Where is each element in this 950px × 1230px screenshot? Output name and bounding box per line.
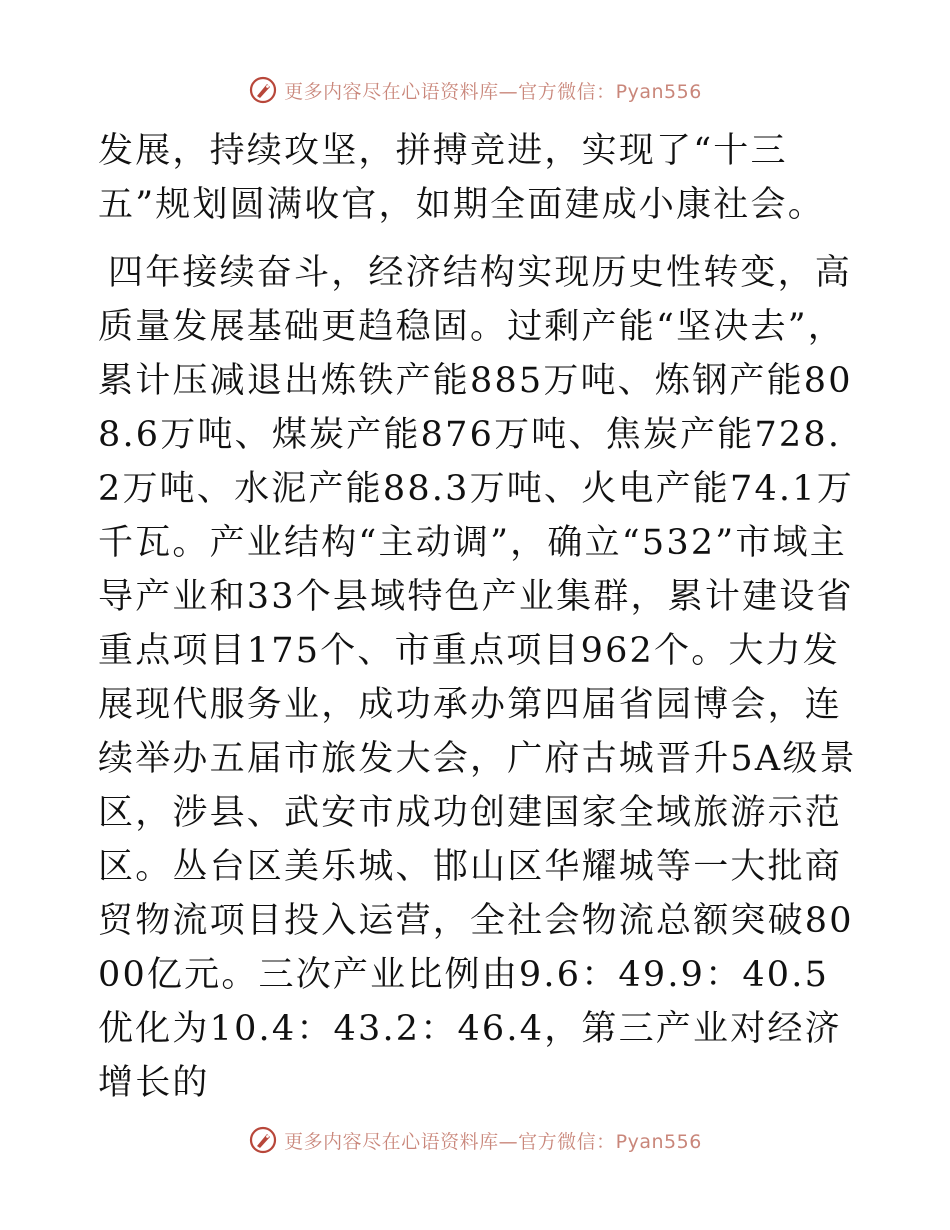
pen-nib-icon — [248, 75, 278, 105]
watermark-text: 更多内容尽在心语资料库—官方微信：Pyan556 — [284, 1130, 702, 1153]
footer-watermark — [0, 1122, 950, 1158]
paragraph: 四年接续奋斗，经济结构实现历史性转变，高质量发展基础更趋稳固。过剩产能“坚决去”，累计压减退出炼铁产能885万吨、炼钢产能808.6万吨、煤炭产能876万吨、焦炭产能728.2万吨、水泥产能88.3万吨、火电产能74.1万千瓦。产业结构“主动调”，确立“532”市域主导产业和33个县域特色产业集群，累计建设省重点项目175个、市重点项目962个。大力发展现代服务业，成功承办第四届省园博会，连续举办五届市旅发大会，广府古城晋升5A级景区，涉县、武安市成功创建国家全域旅游示范区。丛台区美乐城、邯山区华耀城等一大批商贸物流项目投入运营，全社会物流总额突破8000亿元。三次产业比例由9.6：49.9：40.5优化为10.4：43.2：46.4，第三产业对经济增长的 — [98, 253, 857, 1103]
watermark-text: 更多内容尽在心语资料库—官方微信：Pyan556 — [284, 80, 702, 103]
paragraph: 发展，持续攻坚，拼搏竞进，实现了“十三五”规划圆满收官，如期全面建成小康社会。 — [98, 131, 825, 225]
pen-nib-icon — [248, 1125, 278, 1155]
document-body — [98, 124, 858, 1110]
header-watermark — [0, 72, 950, 108]
